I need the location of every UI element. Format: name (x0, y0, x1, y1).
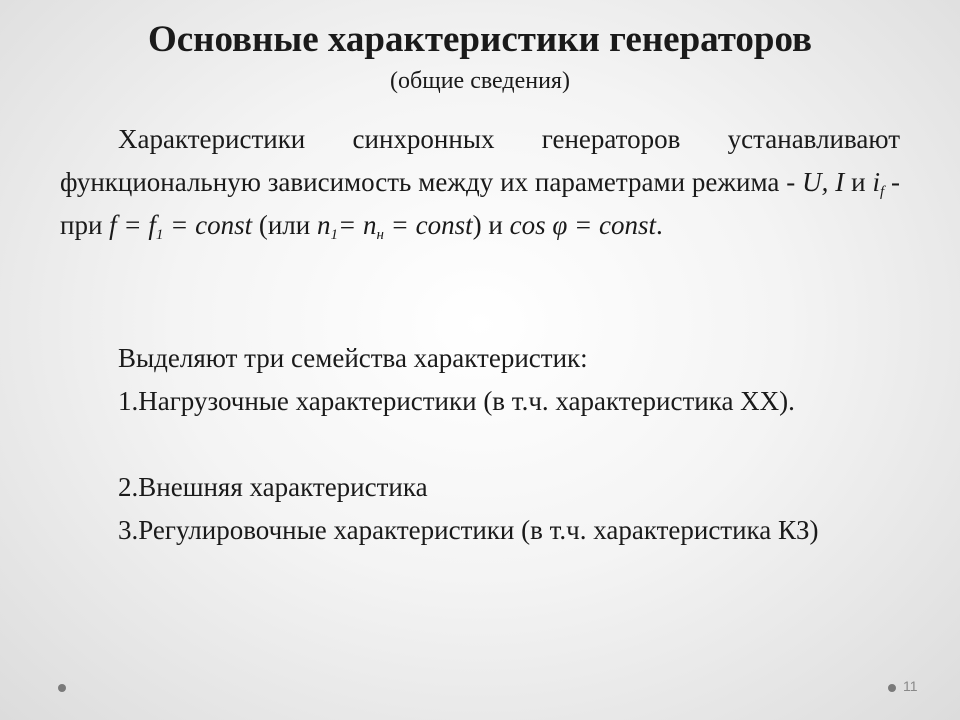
para1-text-1: Характеристики синхронных генераторов устанавливают функциональную зависимость между их параметрами режима - (60, 124, 900, 197)
para1-sub-1: 1 (155, 227, 164, 243)
para1-period: . (655, 210, 663, 240)
para1-formula-cos: cos φ = const (509, 210, 656, 240)
para1-formula-f: f = f (109, 210, 156, 240)
para1-var-i: i (872, 167, 880, 197)
left-bullet-dot (58, 684, 66, 692)
para1-var-u-i: U, I (802, 167, 845, 197)
para1-const-1: = const (163, 210, 253, 240)
para1-formula-n: = n (337, 210, 377, 240)
slide-number: 11 (903, 678, 918, 694)
family-item-3: 3.Регулировочные характеристики (в т.ч. характеристика КЗ) (118, 515, 819, 545)
slide-title: Основные характеристики генераторов (147, 19, 813, 60)
para1-text-and-2: ) и (472, 210, 510, 240)
paragraph-characteristics (60, 118, 900, 247)
para1-sub-nom: н (376, 227, 384, 243)
para1-text-at: - при (60, 167, 901, 240)
right-bullet-dot (888, 684, 896, 692)
para1-sub-n1: 1 (330, 227, 338, 243)
families-intro: Выделяют три семейства характеристик: (118, 343, 588, 373)
para1-const-2: = const (383, 210, 473, 240)
family-item-1: 1.Нагрузочные характеристики (в т.ч. характеристика ХХ). (118, 386, 795, 416)
para1-text-and: и (844, 167, 873, 197)
para1-text-or: (или (252, 210, 317, 240)
family-item-2: 2.Внешняя характеристика (118, 472, 428, 502)
slide-subtitle: (общие сведения) (390, 68, 570, 94)
para1-sub-f: f (879, 184, 885, 200)
para1-var-n: n (316, 210, 331, 240)
